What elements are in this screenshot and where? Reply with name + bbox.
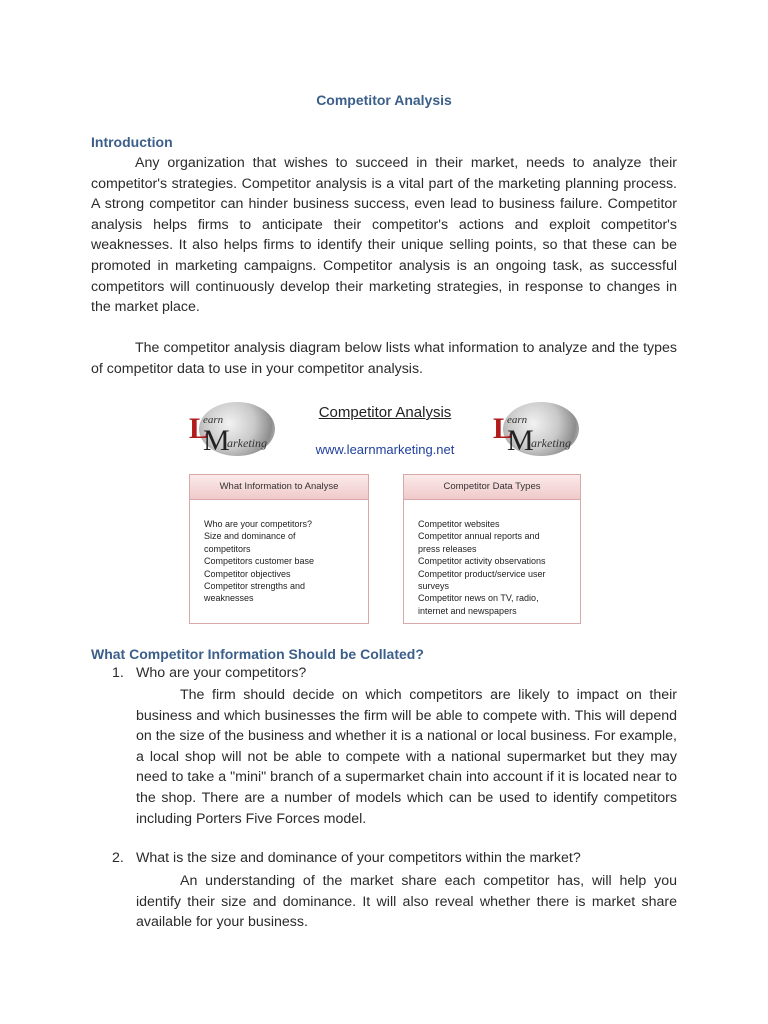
intro-paragraph-2: The competitor analysis diagram below lists what information to analyze and the types of competitor data to use in your competitor analysis. <box>91 340 677 377</box>
list-item: Competitors customer base <box>204 556 315 567</box>
list-item-1-question: 1. Who are your competitors? <box>112 665 307 681</box>
list-item-2-question: 2. What is the size and dominance of your competitors within the market? <box>112 850 581 866</box>
box-heading: Competitor Data Types <box>404 475 580 500</box>
list-item: Competitor websites <box>418 519 500 529</box>
intro-paragraph-1: Any organization that wishes to succeed in their market, needs to analyze their competitor's strategies. Competitor analysis is a vital part of the marketing planning process. A strong competitor can hinder business success, even lead to business failure. Competitor analysis helps firms to anticipate their competitor's actions and exploit competitor's weaknesses. It also helps firms to identify their unique selling points, so that these can be promoted in marketing campaigns. Competitor analysis is an ongoing task, as successful competitors will continuously develop their marketing strategies, in response to changes in the market place. <box>91 155 677 316</box>
box-heading: What Information to Analyse <box>190 475 368 500</box>
document-title: Competitor Analysis <box>316 92 452 108</box>
learn-marketing-logo-left: L earn M arketing <box>189 400 277 456</box>
data-types-list <box>404 500 580 617</box>
information-to-analyse-box <box>189 474 369 624</box>
competitor-data-types-box <box>403 474 581 624</box>
diagram-title: Competitor Analysis <box>318 404 452 421</box>
list-item: Competitor objectives <box>204 568 291 579</box>
learn-marketing-logo-right: L earn M arketing <box>493 400 581 456</box>
introduction-heading: Introduction <box>91 134 173 150</box>
list-item-2-body: An understanding of the market share each competitor has, will help you identify their size and dominance. It will also reveal whether there is market share available for your business. <box>136 873 677 931</box>
list-item: Competitor news on TV, radio, internet and newspapers <box>418 593 539 616</box>
list-item: Size and dominance of competitors <box>204 531 296 554</box>
list-item: Who are your competitors? <box>204 519 313 529</box>
list-item: Competitor strengths and weaknesses <box>204 581 306 604</box>
list-item: Competitor activity observations <box>418 556 546 567</box>
list-item: Competitor product/service user surveys <box>418 568 546 592</box>
competitor-analysis-diagram <box>187 396 583 626</box>
information-list <box>190 500 368 605</box>
list-item-1-body: The firm should decide on which competitors are likely to impact on their business and which businesses the firm will be able to compete with. This will depend on the size of the business and whether it is a national or local business. For example, a local shop will not be able to compete with a national supermarket but they may need to take a "mini" branch of a supermarket chain into account if it is located near to the shop. There are a number of models which can be used to identify competitors including Porters Five Forces model. <box>136 687 678 827</box>
diagram-url: www.learnmarketing.net <box>315 442 455 457</box>
section-heading: What Competitor Information Should be Collated? <box>91 646 424 662</box>
list-item: Competitor annual reports and press releases <box>418 531 540 554</box>
